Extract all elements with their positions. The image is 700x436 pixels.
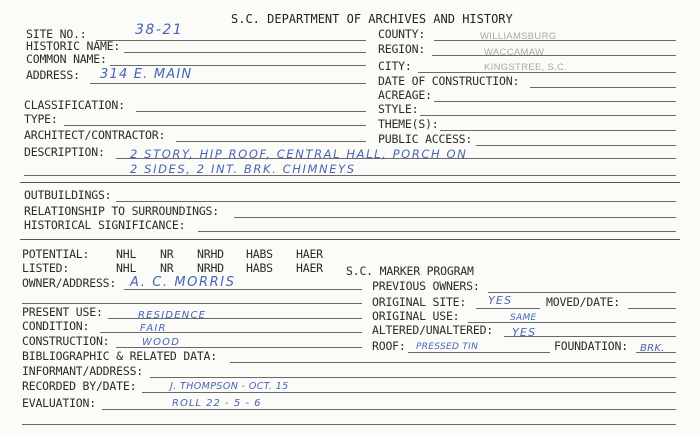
condition-value: FAIR	[140, 323, 167, 334]
potential-habs: HABS	[246, 247, 273, 261]
original-use-line	[468, 322, 676, 323]
owner-value: A. C. MORRIS	[130, 275, 236, 290]
common-name-line	[110, 65, 366, 66]
recorded-by-value: J. THOMPSON - OCT. 15	[170, 381, 289, 392]
altered-value: YES	[512, 326, 537, 339]
present-use-value: RESIDENCE	[138, 310, 207, 321]
listed-nr: NR	[160, 261, 174, 275]
listed-haer: HAER	[296, 261, 323, 275]
potential-nrhd: NRHD	[197, 247, 224, 261]
historic-name-label: HISTORIC NAME:	[26, 39, 121, 53]
potential-nr: NR	[160, 247, 174, 261]
present-use-label: PRESENT USE:	[22, 305, 103, 319]
form-title: S.C. DEPARTMENT OF ARCHIVES AND HISTORY	[231, 12, 513, 26]
classification-label: CLASSIFICATION:	[24, 98, 125, 112]
themes-line	[440, 130, 676, 131]
relationship-label: RELATIONSHIP TO SURROUNDINGS:	[24, 204, 219, 218]
acreage-line	[434, 101, 676, 102]
moved-date-label: MOVED/DATE:	[546, 295, 620, 309]
description-value-2: 2 SIDES, 2 INT. BRK. CHIMNEYS	[130, 162, 356, 176]
listed-nrhd: NRHD	[197, 261, 224, 275]
evaluation-line-2	[22, 424, 676, 425]
potential-haer: HAER	[296, 247, 323, 261]
architect-line	[176, 141, 366, 142]
outbuildings-line	[116, 201, 676, 202]
region-label: REGION:	[378, 42, 426, 56]
listed-habs: HABS	[246, 261, 273, 275]
date-of-construction-line	[530, 87, 676, 88]
original-use-label: ORIGINAL USE:	[372, 309, 460, 323]
historical-significance-label: HISTORICAL SIGNIFICANCE:	[24, 218, 186, 232]
relationship-line	[234, 217, 676, 218]
recorded-by-label: RECORDED BY/DATE:	[22, 379, 137, 393]
common-name-label: COMMON NAME:	[26, 52, 107, 66]
county-label: COUNTY:	[378, 27, 426, 41]
themes-label: THEME(S):	[378, 117, 439, 131]
site-no-value: 38-21	[135, 22, 184, 38]
city-label: CITY:	[378, 59, 412, 73]
county-stamp: WILLIAMSBURG	[480, 31, 557, 42]
potential-label: POTENTIAL:	[22, 247, 90, 261]
region-stamp: WACCAMAW	[484, 47, 545, 58]
foundation-label: FOUNDATION:	[554, 339, 628, 353]
potential-nhl: NHL	[116, 247, 137, 261]
public-access-line	[476, 145, 676, 146]
section-divider-1	[20, 182, 680, 183]
address-line	[90, 83, 366, 84]
type-label: TYPE:	[24, 112, 58, 126]
public-access-label: PUBLIC ACCESS:	[378, 132, 473, 146]
original-use-value: SAME	[510, 313, 537, 323]
construction-label: CONSTRUCTION:	[22, 334, 110, 348]
owner-address-line-2	[22, 303, 362, 304]
roof-value: PRESSED TIN	[416, 342, 479, 352]
outbuildings-label: OUTBUILDINGS:	[24, 188, 112, 202]
style-line	[420, 115, 676, 116]
address-value: 314 E. MAIN	[100, 67, 193, 82]
previous-owners-line	[488, 292, 676, 293]
bibliographic-label: BIBLIOGRAPHIC & RELATED DATA:	[22, 349, 217, 363]
moved-date-line	[628, 308, 676, 309]
city-stamp: KINGSTREE, S.C.	[484, 62, 568, 73]
listed-nhl: NHL	[116, 261, 137, 275]
type-line	[64, 125, 366, 126]
altered-label: ALTERED/UNALTERED:	[372, 323, 494, 337]
style-label: STYLE:	[378, 102, 419, 116]
informant-label: INFORMANT/ADDRESS:	[22, 364, 144, 378]
construction-value: WOOD	[142, 337, 181, 348]
original-site-line	[476, 308, 540, 309]
owner-address-label: OWNER/ADDRESS:	[22, 276, 117, 290]
historical-significance-line	[198, 231, 676, 232]
informant-line	[150, 377, 676, 378]
site-no-line	[96, 40, 366, 41]
description-value-1: 2 STORY, HIP ROOF, CENTRAL HALL, PORCH ON	[130, 147, 468, 161]
description-label: DESCRIPTION:	[24, 145, 105, 159]
acreage-label: ACREAGE:	[378, 88, 432, 102]
section-divider-2	[20, 239, 680, 240]
region-line	[432, 55, 676, 56]
address-label: ADDRESS:	[26, 68, 80, 82]
condition-label: CONDITION:	[22, 319, 90, 333]
foundation-value: BRK.	[640, 343, 665, 354]
previous-owners-label: PREVIOUS OWNERS:	[372, 279, 480, 293]
evaluation-value: ROLL 22 - 5 - 6	[172, 398, 262, 409]
listed-label: LISTED:	[22, 261, 70, 275]
bibliographic-line	[230, 362, 676, 363]
site-no-label: SITE NO.:	[26, 27, 87, 41]
roof-label: ROOF:	[372, 339, 406, 353]
architect-label: ARCHITECT/CONTRACTOR:	[24, 128, 166, 142]
historic-name-line	[124, 52, 366, 53]
marker-program-label: S.C. MARKER PROGRAM	[346, 264, 474, 278]
original-site-label: ORIGINAL SITE:	[372, 295, 467, 309]
date-of-construction-label: DATE OF CONSTRUCTION:	[378, 74, 520, 88]
evaluation-label: EVALUATION:	[22, 396, 96, 410]
original-site-value: YES	[488, 294, 513, 307]
classification-line	[136, 111, 366, 112]
